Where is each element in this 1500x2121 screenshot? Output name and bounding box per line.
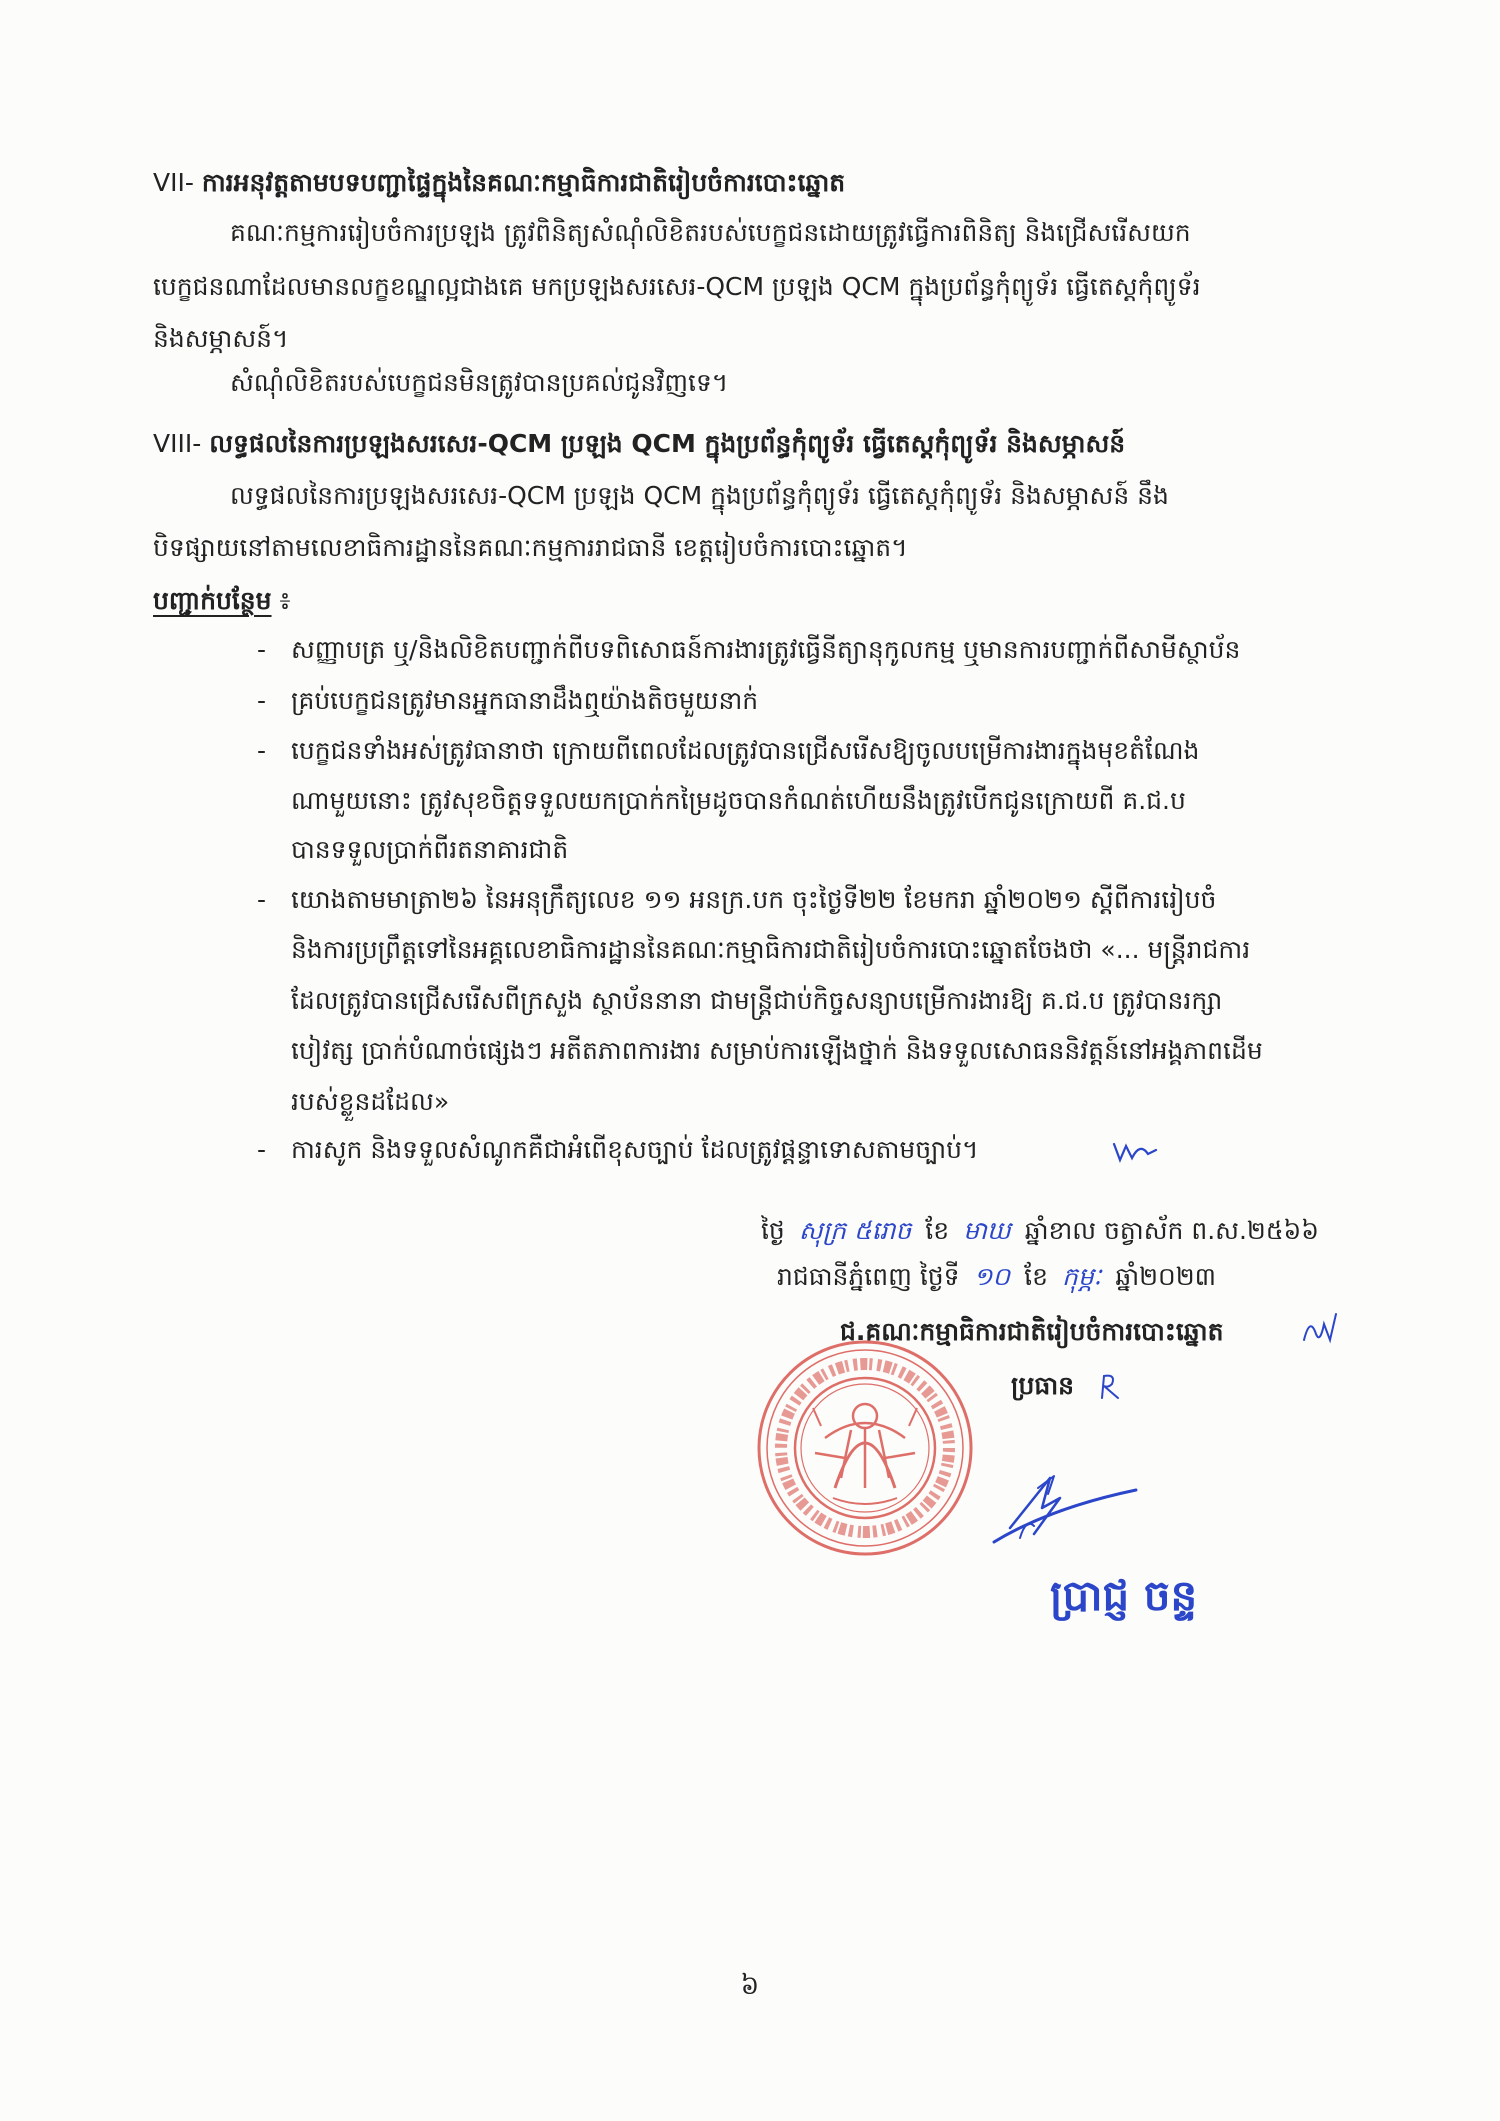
lunar-day-label: ថ្ងៃ <box>761 1216 785 1245</box>
additional-heading-suffix: ៖ <box>271 586 291 615</box>
bullet-item-line: ដែលត្រូវបានជ្រើសរើសពីក្រសួង ស្ថាប័ននានា ជាមន្ត្រីជាប់កិច្ចសន្យាបម្រើការងារឱ្យ គ.ជ.ប ត្រូវបានរក្សា <box>291 986 1223 1015</box>
additional-heading-text: បញ្ជាក់បន្ថែម <box>153 586 272 615</box>
bullet-marker: - <box>257 885 267 914</box>
lunar-date-line <box>761 1213 1360 1253</box>
section-vii-heading <box>153 165 1360 205</box>
lunar-month-label: ខែ <box>925 1216 950 1245</box>
bullet-marker: - <box>257 635 267 664</box>
lunar-day-handwritten: សុក្រ ៥រោច <box>798 1216 912 1245</box>
section-vii-paragraph-line: បេក្ខជនណាដែលមានលក្ខខណ្ឌល្អជាងគេ មកប្រឡងសរសេរ-QCM ប្រឡង QCM ក្នុងប្រព័ន្ធកុំព្យូទ័រ ធ្វើតេស្តកុំព្យូទ័រ <box>153 272 1201 301</box>
lunar-year-text: ឆ្នាំខាល ចត្វាស័ក ព.ស.២៥៦៦ <box>1024 1216 1319 1245</box>
section-vii-number: VII- <box>153 168 194 197</box>
section-vii-paragraph-line: និងសម្ភាសន៍។ <box>153 324 289 353</box>
bullet-item-line: និងការប្រព្រឹត្តទៅនៃអគ្គលេខាធិការដ្ឋាននៃគណៈកម្មាធិការជាតិរៀបចំការបោះឆ្នោតចែងថា «... មន្ត្រីរាជការ <box>291 935 1251 964</box>
section-viii-heading <box>153 426 1360 466</box>
official-seal <box>755 1338 975 1558</box>
bullet-marker: - <box>257 686 267 715</box>
handwritten-initial-icon <box>1098 1372 1122 1400</box>
bullet-item-line: គ្រប់បេក្ខជនត្រូវមានអ្នកធានាដឹងឮយ៉ាងតិចមួយនាក់ <box>291 686 759 715</box>
signature <box>990 1468 1140 1548</box>
bullet-item-line: យោងតាមមាត្រា២៦ នៃអនុក្រឹត្យលេខ ១១ អនក្រ.បក ចុះថ្ងៃទី២២ ខែមករា ឆ្នាំ២០២១ ស្តីពីការរៀបចំ <box>291 885 1217 914</box>
position-title: ប្រធាន <box>1011 1371 1074 1400</box>
bullet-item-line: ការសូក និងទទួលសំណូកគឺជាអំពើខុសច្បាប់ ដែលត្រូវផ្តន្ទាទោសតាមច្បាប់។ <box>291 1135 979 1164</box>
signer-name: ប្រាជ្ញ ចន្ទ <box>1050 1571 1198 1620</box>
section-viii-paragraph-line: បិទផ្សាយនៅតាមលេខាធិការដ្ឋាននៃគណៈកម្មការរាជធានី ខេត្តរៀបចំការបោះឆ្នោត។ <box>153 533 908 562</box>
section-viii-paragraph-line: លទ្ធផលនៃការប្រឡងសរសេរ-QCM ប្រឡង QCM ក្នុងប្រព័ន្ធកុំព្យូទ័រ ធ្វើតេស្តកុំព្យូទ័រ និងសម្ភាសន៍ នឹង <box>230 481 1169 510</box>
handwritten-initial-icon <box>1300 1310 1340 1350</box>
additional-heading <box>153 583 1360 623</box>
section-viii-title: លទ្ធផលនៃការប្រឡងសរសេរ-QCM ប្រឡង QCM ក្នុងប្រព័ន្ធកុំព្យូទ័រ ធ្វើតេស្តកុំព្យូទ័រ និងសម្ភាសន៍ <box>209 429 1126 458</box>
section-vii-paragraph-line: គណៈកម្មការរៀបចំការប្រឡង ត្រូវពិនិត្យសំណុំលិខិតរបស់បេក្ខជនដោយត្រូវធ្វើការពិនិត្យ និងជ្រើសរើសយក <box>230 218 1191 247</box>
section-vii-title: ការអនុវត្តតាមបទបញ្ជាផ្ទៃក្នុងនៃគណៈកម្មាធិការជាតិរៀបចំការបោះឆ្នោត <box>201 168 846 197</box>
bullet-marker: - <box>257 736 267 765</box>
lunar-month-handwritten: មាឃ <box>963 1216 1011 1245</box>
bullet-item-line: បៀវត្ស ប្រាក់បំណាច់ផ្សេងៗ អតីតភាពការងារ សម្រាប់ការឡើងថ្នាក់ និងទទួលសោធននិវត្តន៍នៅអង្គភាពដើម <box>291 1036 1263 1065</box>
solar-year-text: ឆ្នាំ២០២៣ <box>1115 1262 1217 1291</box>
bullet-item-line: បេក្ខជនទាំងអស់ត្រូវធានាថា ក្រោយពីពេលដែលត្រូវបានជ្រើសរើសឱ្យចូលបម្រើការងារក្នុងមុខតំណែង <box>291 736 1200 765</box>
bullet-marker: - <box>257 1135 267 1164</box>
section-vii-note: សំណុំលិខិតរបស់បេក្ខជនមិនត្រូវបានប្រគល់ជូនវិញទេ។ <box>230 368 729 397</box>
solar-date-line <box>777 1259 1360 1299</box>
solar-place-label: រាជធានីភ្នំពេញ ថ្ងៃទី <box>777 1262 960 1291</box>
bullet-item-line: បានទទួលប្រាក់ពីរតនាគារជាតិ <box>291 835 569 864</box>
section-viii-number: VIII- <box>153 429 202 458</box>
bullet-item-line: ណាមួយនោះ ត្រូវសុខចិត្តទទួលយកប្រាក់កម្រៃដូចបានកំណត់ហើយនឹងត្រូវបើកជូនក្រោយពី គ.ជ.ប <box>291 786 1186 815</box>
handwritten-initial-icon <box>1112 1138 1158 1166</box>
solar-month-handwritten: កុម្ភៈ <box>1061 1262 1102 1291</box>
bullet-item-line: របស់ខ្លួនដដែល» <box>291 1087 450 1116</box>
solar-day-handwritten: ១០ <box>973 1262 1011 1291</box>
organization-name: ជ.គណៈកម្មាធិការជាតិរៀបចំការបោះឆ្នោត <box>840 1317 1224 1346</box>
bullet-item-line: សញ្ញាបត្រ ឬ/និងលិខិតបញ្ជាក់ពីបទពិសោធន៍ការងារត្រូវធ្វើនីត្យានុកូលកម្ម ឬមានការបញ្ជាក់ពីសាមីស្ថាប័ន <box>291 635 1241 664</box>
page-number: ៦ <box>740 1971 760 2001</box>
solar-month-label: ខែ <box>1024 1262 1048 1291</box>
